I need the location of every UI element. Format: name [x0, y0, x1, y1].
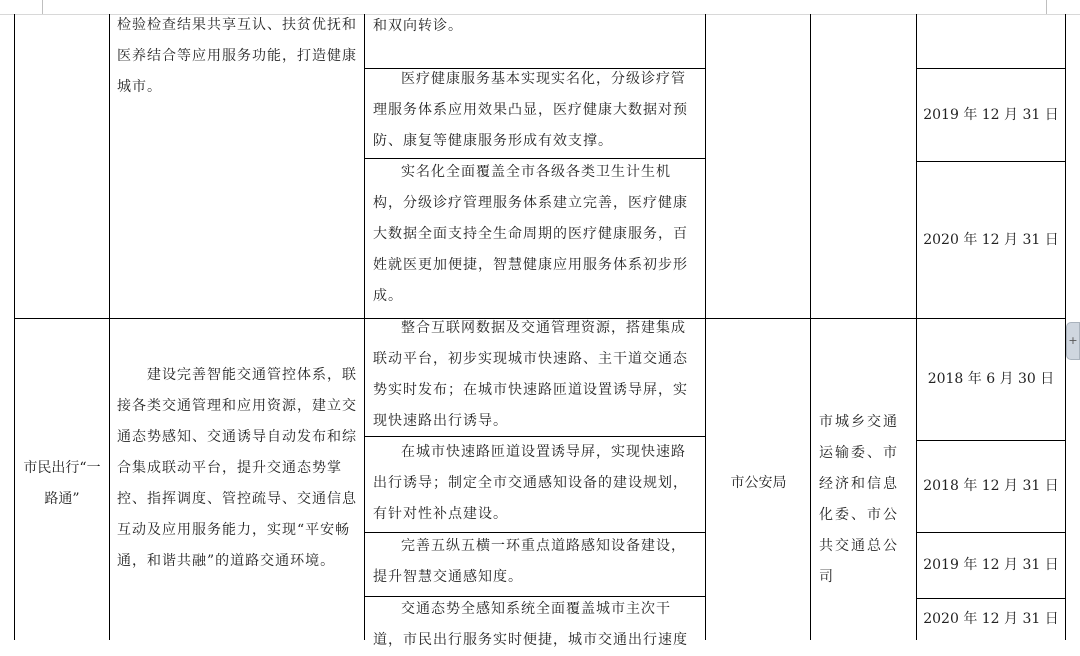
deadline-cell: 2020 年 12 月 31 日 [923, 611, 1059, 627]
column-divider [109, 14, 110, 640]
plus-icon: + [1068, 334, 1078, 347]
traffic-task-text: 建设完善智能交通管控体系，联接各类交通管理和应用资源，建立交通态势感知、交通诱导自动发布和综合集成联动平台，提升交通态势掌控、指挥调度、管控疏导、交通信息互动及应用服务能力，实现“平安畅通，和谐共融”的道路交通环境。 [117, 367, 357, 569]
page-scroll-handle[interactable] [1066, 322, 1080, 360]
lead-unit-cell: 市公安局 [730, 475, 787, 491]
health-task-text: 检验检查结果共享互认、扶贫优抚和医养结合等应用服务功能，打造健康城市。 [117, 17, 357, 95]
deadline-cell: 2018 年 6 月 30 日 [927, 371, 1055, 387]
deadline-cell: 2020 年 12 月 31 日 [923, 231, 1059, 248]
traffic-goal-cell: 交通态势全感知系统全面覆盖城市主次干道，市民出行服务实时便捷，城市交通出行速度 [373, 601, 688, 648]
traffic-goal-cell: 完善五纵五横一环重点道路感知设备建设，提升智慧交通感知度。 [373, 538, 686, 585]
deadline-cell: 2018 年 12 月 31 日 [923, 478, 1059, 494]
health-goal-cell: 和双向转诊。 [373, 18, 463, 34]
deadline-cell: 2019 年 12 月 31 日 [923, 557, 1059, 573]
health-goal-cell: 实名化全面覆盖全市各级各类卫生计生机构，分级诊疗管理服务体系建立完善，医疗健康大数据全面支持全生命周期的医疗健康服务，百姓就医更加便捷，智慧健康应用服务体系初步形成。 [373, 164, 688, 304]
health-goal-cell: 医疗健康服务基本实现实名化，分级诊疗管理服务体系应用效果凸显，医疗健康大数据对预防、康复等健康服务形成有效支撑。 [373, 71, 688, 149]
item-name-cell: 市民出行“一路通” [23, 460, 101, 507]
traffic-goal-cell: 在城市快速路匝道设置诱导屏，实现快速路出行诱导；制定全市交通感知设备的建设规划，有针对性补点建设。 [373, 444, 688, 522]
coop-unit-cell: 市城乡交通运输委、市经济和信息化委、市公共交通总公司 [819, 414, 899, 585]
column-divider [364, 14, 365, 640]
deadline-cell: 2019 年 12 月 31 日 [923, 106, 1059, 123]
traffic-goal-cell: 整合互联网数据及交通管理资源，搭建集成联动平台，初步实现城市快速路、主干道交通态势实时发布；在城市快速路匝道设置诱导屏，实现快速路出行诱导。 [373, 320, 688, 429]
column-divider [705, 14, 706, 640]
column-divider [810, 14, 811, 640]
table-border-left [14, 14, 15, 640]
